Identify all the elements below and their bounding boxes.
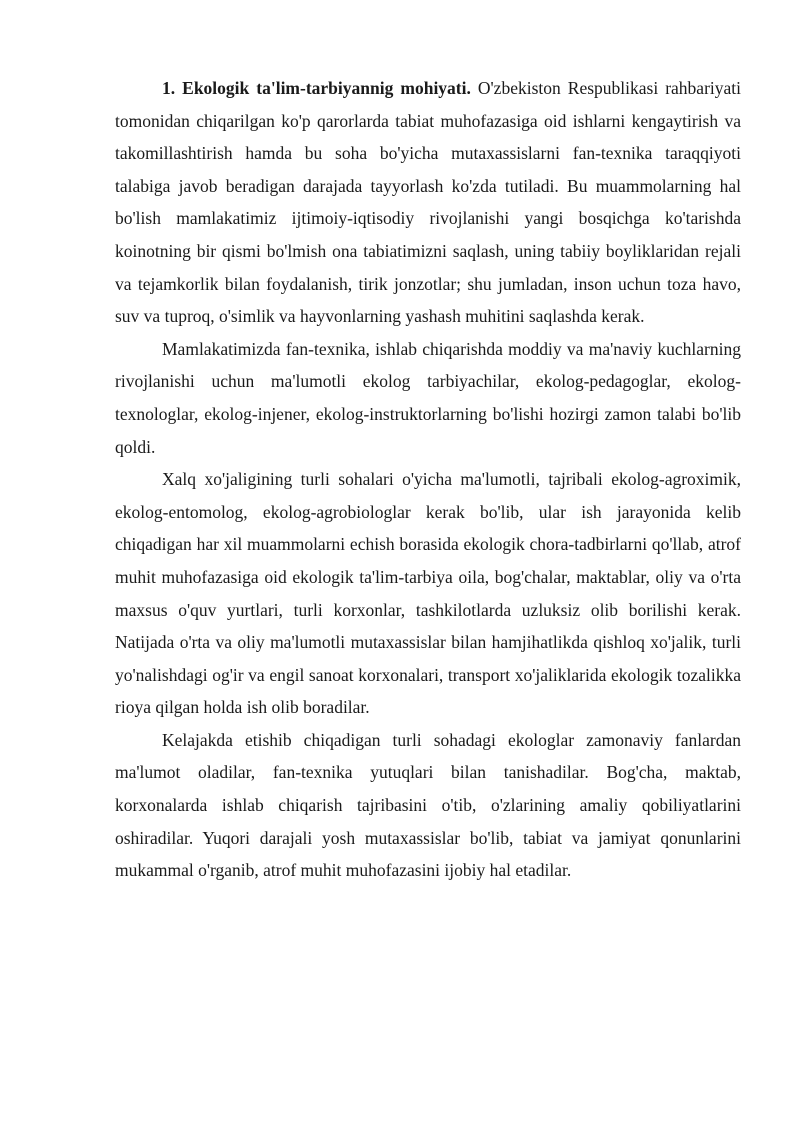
paragraph-1-text: O'zbekiston Respublikasi rahbariyati tomonidan chiqarilgan ko'p qarorlarda tabiat muhofazasiga oid ishlarni kengaytirish va takomillashtirish hamda bu soha bo'yicha mutaxassislarni fan-texnika taraqqiyoti talabiga javob beradigan darajada tayyorlash ko'zda tutiladi. Bu muammolarning hal bo'lish mamlakatimiz ijtimoiy-iqtisodiy rivojlanishi yangi bosqichga ko'tarishda koinotning bir qismi bo'lmish ona tabiatimizni saqlash, uning tabiiy boyliklaridan rejali va tejamkorlik bilan foydalanish, tirik jonzotlar; shu jumladan, inson uchun toza havo, suv va tuproq, o'simlik va hayvonlarning yashash muhitini saqlashda kerak. — [115, 78, 741, 327]
paragraph-1 — [115, 72, 741, 333]
paragraph-3: Xalq xo'jaligining turli sohalari o'yicha ma'lumotli, tajribali ekolog-agroximik, ekolog-entomolog, ekolog-agrobiologlar kerak bo'lib, ular ish jarayonida kelib chiqadigan har xil muammolarni echish borasida ekologik chora-tadbirlarni qo'llab, atrof muhit muhofazasiga oid ekologik ta'lim-tarbiya oila, bog'chalar, maktablar, oliy va o'rta maxsus o'quv yurtlari, turli korxonlar, tashkilotlarda uzluksiz olib borilishi kerak. Natijada o'rta va oliy ma'lumotli mutaxassislar bilan hamjihatlikda qishloq xo'jalik, turli yo'nalishdagi og'ir va engil sanoat korxonalari, transport xo'jaliklarida ekologik tozalikka rioya qilgan holda ish olib boradilar. — [115, 469, 741, 718]
paragraph-2: Mamlakatimizda fan-texnika, ishlab chiqarishda moddiy va ma'naviy kuchlarning rivojlanishi uchun ma'lumotli ekolog tarbiyachilar, ekolog-pedagoglar, ekolog-texnologlar, ekolog-injener, ekolog-instruktorlarning bo'lishi hozirgi zamon talabi bo'lib qoldi. — [115, 338, 741, 457]
section-heading: 1. Ekologik ta'lim-tarbiyannig mohiyati. — [162, 78, 471, 98]
paragraph-4: Kelajakda etishib chiqadigan turli sohadagi ekologlar zamonaviy fanlardan ma'lumot oladilar, fan-texnika yutuqlari bilan tanishadilar. Bog'cha, maktab, korxonalarda ishlab chiqarish tajribasini o'tib, o'zlarining amaliy qobiliyatlarini oshiradilar. Yuqori darajali yosh mutaxassislar bo'lib, tabiat va jamiyat qonunlarini mukammal o'rganib, atrof muhit muhofazasini ijobiy hal etadilar. — [115, 729, 741, 881]
document-page — [115, 72, 741, 887]
